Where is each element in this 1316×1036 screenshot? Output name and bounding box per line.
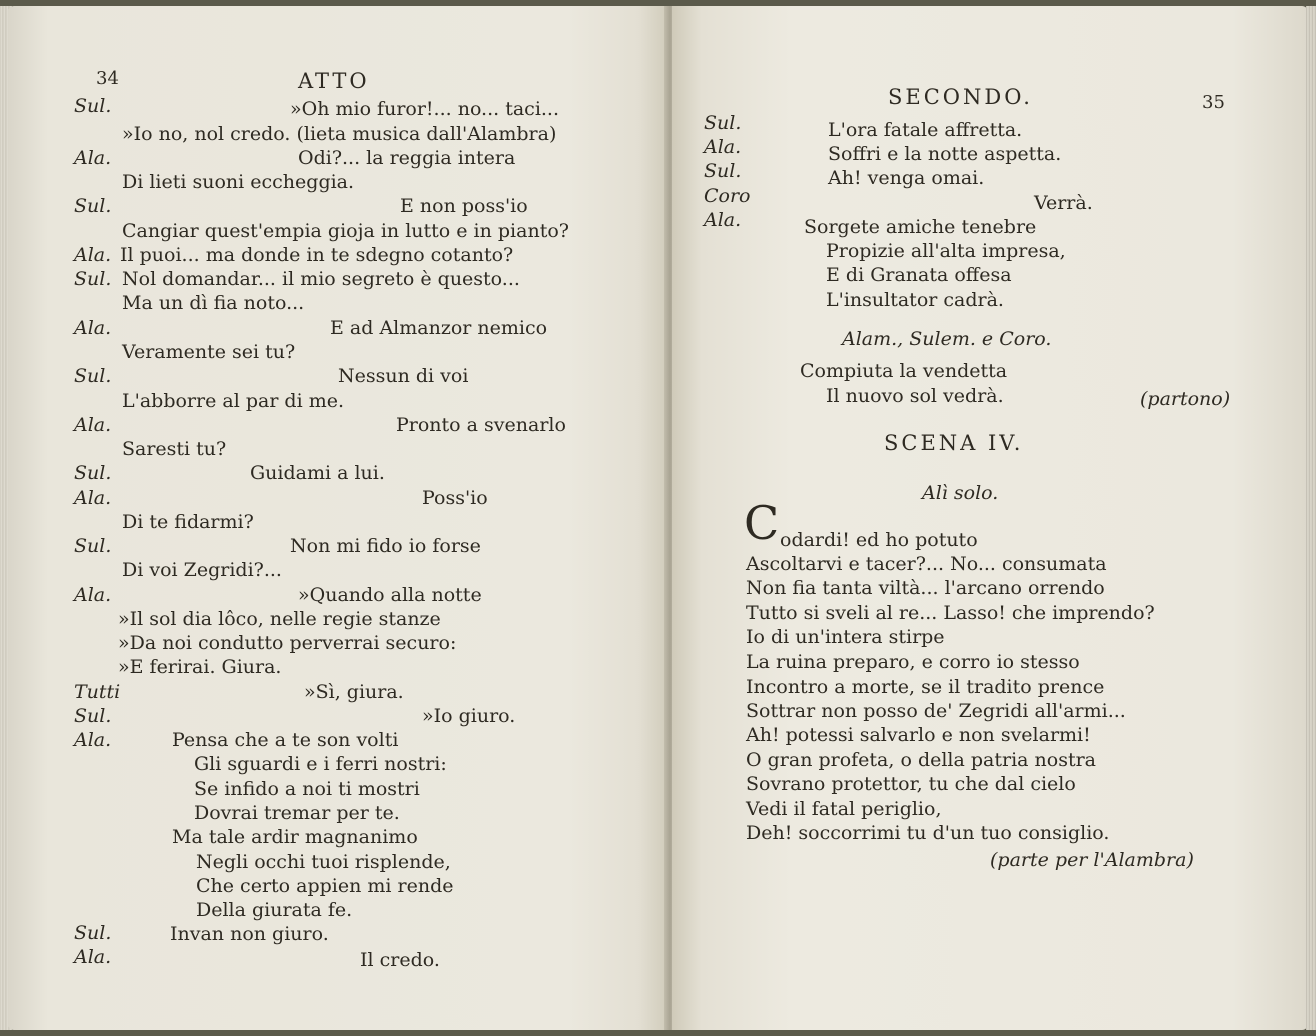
verse-line: odardi! ed ho potuto (780, 529, 978, 551)
verse-line: Nol domandar... il mio segreto è questo... (122, 268, 520, 290)
running-header: ATTO (298, 69, 370, 93)
verse-line: Ah! venga omai. (828, 167, 985, 189)
speaker: Ala. (74, 244, 112, 266)
verse-line: Della giurata fe. (196, 899, 353, 921)
verse-line: »Da noi condutto perverrai securo: (118, 632, 457, 654)
verse-line: Tutto si sveli al re... Lasso! che imprendo? (746, 602, 1155, 624)
speaker: Sul. (704, 112, 742, 134)
speaker: Sul. (74, 195, 112, 217)
verse-line: Di lieti suoni eccheggia. (122, 171, 355, 193)
verse-line: »Sì, giura. (304, 681, 404, 703)
speaker: Coro (704, 185, 751, 207)
speaker: Tutti (74, 681, 121, 703)
verse-line: Cangiar quest'empia gioja in lutto e in pianto? (122, 220, 569, 242)
verse-line: Nessun di voi (338, 365, 469, 387)
verse-line: Soffri e la notte aspetta. (828, 143, 1062, 165)
verse-line: Non mi fido io forse (290, 535, 481, 557)
verse-line: Odi?... la reggia intera (298, 147, 516, 169)
verse-line: »Quando alla notte (298, 584, 482, 606)
verse-line: Di te fidarmi? (122, 511, 254, 533)
page-number: 34 (96, 68, 119, 89)
verse-line: »Io no, nol credo. (lieta musica dall'Alambra) (122, 123, 557, 145)
verse-line: »E ferirai. Giura. (118, 656, 282, 678)
right-page (672, 6, 1308, 1030)
verse-line: Di voi Zegridi?... (122, 559, 282, 581)
verse-line: »Io giuro. (422, 705, 516, 727)
verse-line: Veramente sei tu? (122, 341, 296, 363)
verse-line: Ah! potessi salvarlo e non svelarmi! (746, 724, 1091, 746)
verse-line: E di Granata offesa (826, 264, 1012, 286)
speaker: Ala. (704, 209, 742, 231)
verse-line: Sorgete amiche tenebre (804, 216, 1037, 238)
chorus-heading: Alam., Sulem. e Coro. (842, 328, 1052, 350)
speaker: Sul. (74, 705, 112, 727)
speaker: Ala. (74, 147, 112, 169)
speaker: Ala. (704, 136, 742, 158)
verse-line: Il puoi... ma donde in te sdegno cotanto? (120, 244, 514, 266)
verse-line: L'ora fatale affretta. (828, 119, 1023, 141)
verse-line: Negli occhi tuoi risplende, (196, 851, 451, 873)
speaker: Ala. (74, 414, 112, 436)
verse-line: Guidami a lui. (250, 462, 385, 484)
stage-direction: (partono) (1140, 388, 1231, 410)
verse-line: Invan non giuro. (170, 923, 329, 945)
verse-line: Il nuovo sol vedrà. (826, 385, 1004, 407)
speaker: Sul. (74, 365, 112, 387)
page-edge-right (1306, 6, 1316, 1030)
speaker: Ala. (74, 729, 112, 751)
verse-line: Compiuta la vendetta (800, 360, 1008, 382)
verse-line: Verrà. (1034, 192, 1093, 214)
speaker: Sul. (74, 922, 112, 944)
speaker: Sul. (704, 160, 742, 182)
verse-line: Pensa che a te son volti (172, 729, 399, 751)
verse-line: Io di un'intera stirpe (746, 626, 945, 648)
speaker: Ala. (74, 946, 112, 968)
page-number: 35 (1202, 92, 1225, 113)
verse-line: Sovrano protettor, tu che dal cielo (746, 773, 1076, 795)
verse-line: »Il sol dia lôco, nelle regie stanze (118, 608, 441, 630)
verse-line: Sottrar non posso de' Zegridi all'armi... (746, 700, 1126, 722)
drop-cap: C (744, 496, 780, 550)
verse-line: Il credo. (360, 949, 440, 971)
verse-line: Che certo appien mi rende (196, 875, 454, 897)
speaker: Ala. (74, 584, 112, 606)
stage-direction: (parte per l'Alambra) (990, 849, 1194, 871)
verse-line: Saresti tu? (122, 438, 227, 460)
verse-line: Deh! soccorrimi tu d'un tuo consiglio. (746, 822, 1110, 844)
speaker: Sul. (74, 535, 112, 557)
verse-line: L'abborre al par di me. (122, 390, 345, 412)
scene-title: SCENA IV. (884, 431, 1024, 455)
verse-line: Ma un dì fia noto... (122, 292, 305, 314)
left-page (8, 6, 670, 1030)
verse-line: La ruina preparo, e corro io stesso (746, 651, 1080, 673)
verse-line: E non poss'io (400, 195, 528, 217)
verse-line: Propizie all'alta impresa, (826, 240, 1066, 262)
verse-line: O gran profeta, o della patria nostra (746, 749, 1096, 771)
verse-line: L'insultator cadrà. (826, 289, 1004, 311)
verse-line: Ma tale ardir magnanimo (172, 826, 418, 848)
verse-line: Poss'io (422, 487, 488, 509)
verse-line: Gli sguardi e i ferri nostri: (194, 753, 447, 775)
speaker: Sul. (74, 462, 112, 484)
speaker: Sul. (74, 268, 112, 290)
verse-line: Dovrai tremar per te. (194, 802, 400, 824)
running-header: SECONDO. (888, 85, 1033, 109)
verse-line: Se infido a noi ti mostri (194, 778, 420, 800)
speaker: Sul. (74, 95, 112, 117)
speaker: Ala. (74, 487, 112, 509)
scene-subtitle: Alì solo. (922, 482, 999, 504)
verse-line: Non fia tanta viltà... l'arcano orrendo (746, 577, 1105, 599)
verse-line: Vedi il fatal periglio, (746, 798, 942, 820)
verse-line: E ad Almanzor nemico (330, 317, 548, 339)
verse-line: Ascoltarvi e tacer?... No... consumata (746, 553, 1107, 575)
verse-line: »Oh mio furor!... no... taci... (290, 98, 560, 120)
speaker: Ala. (74, 317, 112, 339)
verse-line: Pronto a svenarlo (396, 414, 566, 436)
verse-line: Incontro a morte, se il tradito prence (746, 676, 1105, 698)
